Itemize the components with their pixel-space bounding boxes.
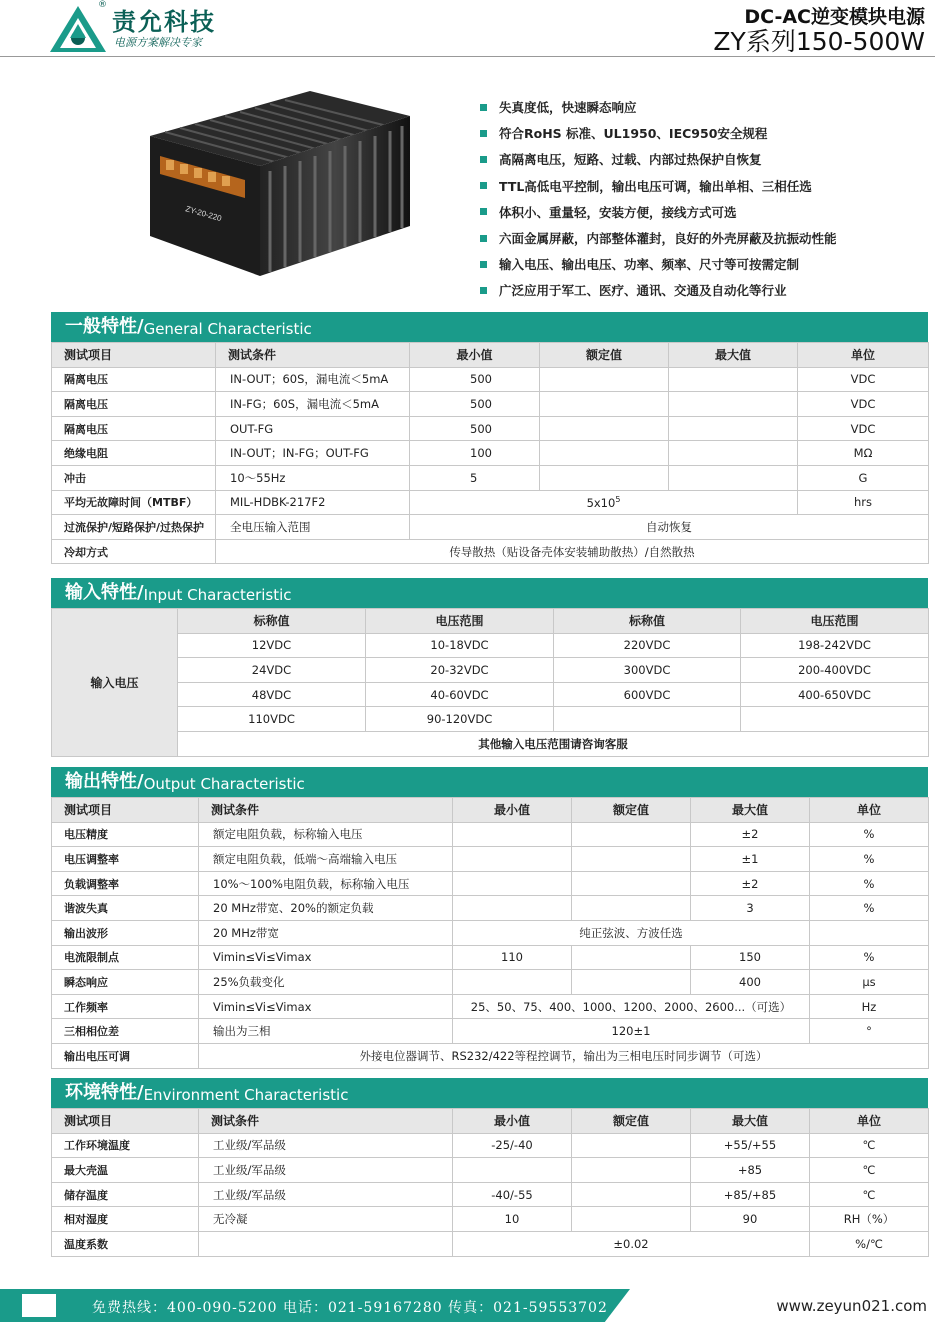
table-row-adjust: 输出电压可调 外接电位器调节、RS232/422等程控调节，输出为三相电压时同步调节（可选） xyxy=(52,1043,929,1068)
bullet-square-icon xyxy=(480,208,487,215)
document-title: DC-AC逆变模块电源 xyxy=(744,6,925,28)
feature-item: 符合RoHS 标准、UL1950、IEC950安全规程 xyxy=(480,120,837,146)
table-row: 电流限制点 Vimin≤Vi≤Vimax 110 150 % xyxy=(52,945,929,970)
table-row-mtbf: 平均无故障时间（MTBF） MIL-HDBK-217F2 $5x10^5$ hrs xyxy=(52,490,929,515)
document-subtitle: ZY系列150-500W xyxy=(713,27,925,56)
table-row: 电压调整率 额定电阻负载，低端～高端输入电压 ±1 % xyxy=(52,847,929,872)
section-title: 环境特性/ Environment Characteristic xyxy=(51,1078,928,1108)
table-row: 最大壳温 工业级/军品级 +85 ℃ xyxy=(52,1158,929,1183)
table-row-frequency: 工作频率 Vimin≤Vi≤Vimax 25、50、75、400、1000、1200、2000、2600...（可选） Hz xyxy=(52,994,929,1019)
table-row: 电压精度 额定电阻负载，标称输入电压 ±2 % xyxy=(52,822,929,847)
output-table xyxy=(51,797,929,1069)
table-row: 相对湿度 无冷凝 10 90 RH（%） xyxy=(52,1207,929,1232)
feature-item: 体积小、重量轻，安装方便，接线方式可选 xyxy=(480,199,837,225)
bullet-square-icon xyxy=(480,156,487,163)
input-table xyxy=(51,608,929,757)
bullet-square-icon xyxy=(480,235,487,242)
contact-info: 免费热线：400-090-5200 电话：021-59167280 传真：021-59553702 xyxy=(92,1300,608,1316)
company-slogan: 电源方案解决专家 xyxy=(114,36,202,49)
table-header-row: 测试项目 测试条件 最小值 额定值 最大值 单位 xyxy=(52,343,929,368)
bullet-square-icon xyxy=(480,130,487,137)
table-row-temp-coef: 温度系数 ±0.02 %/℃ xyxy=(52,1231,929,1256)
table-row: 隔离电压 IN-FG；60S，漏电流＜5mA 500 VDC xyxy=(52,392,929,417)
website-link[interactable]: www.zeyun021.com xyxy=(776,1297,927,1315)
logo-triangle-icon xyxy=(48,4,108,54)
table-row: 谐波失真 20 MHz带宽、20%的额定负载 3 % xyxy=(52,896,929,921)
environment-section xyxy=(51,1078,928,1257)
bullet-square-icon xyxy=(480,182,487,189)
table-row: 24VDC 20-32VDC 300VDC 200-400VDC xyxy=(52,658,929,683)
feature-item: TTL高低电平控制，输出电压可调，输出单相、三相任选 xyxy=(480,173,837,199)
table-row: 负载调整率 10%～100%电阻负载，标称输入电压 ±2 % xyxy=(52,871,929,896)
header-divider xyxy=(0,56,935,57)
footer xyxy=(0,1289,935,1322)
bullet-square-icon xyxy=(480,104,487,111)
table-header-row: 测试项目 测试条件 最小值 额定值 最大值 单位 xyxy=(52,1109,929,1134)
input-note-row: 其他输入电压范围请咨询客服 xyxy=(52,731,929,756)
table-row-protection: 过流保护/短路保护/过热保护 全电压输入范围 自动恢复 xyxy=(52,515,929,540)
input-voltage-label: 输入电压 xyxy=(52,609,178,757)
section-title: 输入特性/ Input Characteristic xyxy=(51,578,928,608)
environment-table xyxy=(51,1108,929,1257)
table-header-row: 测试项目 测试条件 最小值 额定值 最大值 单位 xyxy=(52,798,929,823)
table-row: 瞬态响应 25%负载变化 400 μs xyxy=(52,970,929,995)
table-row: 隔离电压 OUT-FG 500 VDC xyxy=(52,416,929,441)
feature-list xyxy=(480,94,837,304)
feature-item: 输入电压、输出电压、功率、频率、尺寸等可按需定制 xyxy=(480,251,837,277)
general-table xyxy=(51,342,929,564)
general-section xyxy=(51,312,928,564)
bullet-square-icon xyxy=(480,261,487,268)
table-row: 12VDC 10-18VDC 220VDC 198-242VDC xyxy=(52,633,929,658)
company-name: 责允科技 xyxy=(112,8,216,36)
table-row: 110VDC 90-120VDC xyxy=(52,707,929,732)
section-title: 输出特性/ Output Characteristic xyxy=(51,767,928,797)
table-row: 冲击 10～55Hz 5 G xyxy=(52,465,929,490)
section-title: 一般特性/ General Characteristic xyxy=(51,312,928,342)
registered-mark: ® xyxy=(98,0,107,10)
bullet-square-icon xyxy=(480,287,487,294)
table-row-phase: 三相相位差 输出为三相 120±1 ° xyxy=(52,1019,929,1044)
table-row: 绝缘电阻 IN-OUT；IN-FG；OUT-FG 100 MΩ xyxy=(52,441,929,466)
table-row: 工作环境温度 工业级/军品级 -25/-40 +55/+55 ℃ xyxy=(52,1133,929,1158)
footer-box-icon xyxy=(22,1294,56,1317)
product-model-label: ZY-20-220 xyxy=(184,204,223,224)
table-row: 隔离电压 IN-OUT；60S，漏电流＜5mA 500 VDC xyxy=(52,367,929,392)
input-section xyxy=(51,578,928,757)
output-section xyxy=(51,767,928,1069)
table-header-row: 输入电压 标称值 电压范围 标称值 电压范围 xyxy=(52,609,929,634)
feature-item: 高隔离电压，短路、过载、内部过热保护自恢复 xyxy=(480,146,837,172)
feature-item: 六面金属屏蔽，内部整体灌封，良好的外壳屏蔽及抗振动性能 xyxy=(480,225,837,251)
table-row-cooling: 冷却方式 传导散热（贴设备壳体安装辅助散热）/自然散热 xyxy=(52,539,929,564)
table-row-waveform: 输出波形 20 MHz带宽 纯正弦波、方波任选 xyxy=(52,920,929,945)
table-row: 48VDC 40-60VDC 600VDC 400-650VDC xyxy=(52,682,929,707)
feature-item: 失真度低，快速瞬态响应 xyxy=(480,94,837,120)
product-image xyxy=(130,86,420,296)
table-row: 储存温度 工业级/军品级 -40/-55 +85/+85 ℃ xyxy=(52,1182,929,1207)
feature-item: 广泛应用于军工、医疗、通讯、交通及自动化等行业 xyxy=(480,277,837,303)
